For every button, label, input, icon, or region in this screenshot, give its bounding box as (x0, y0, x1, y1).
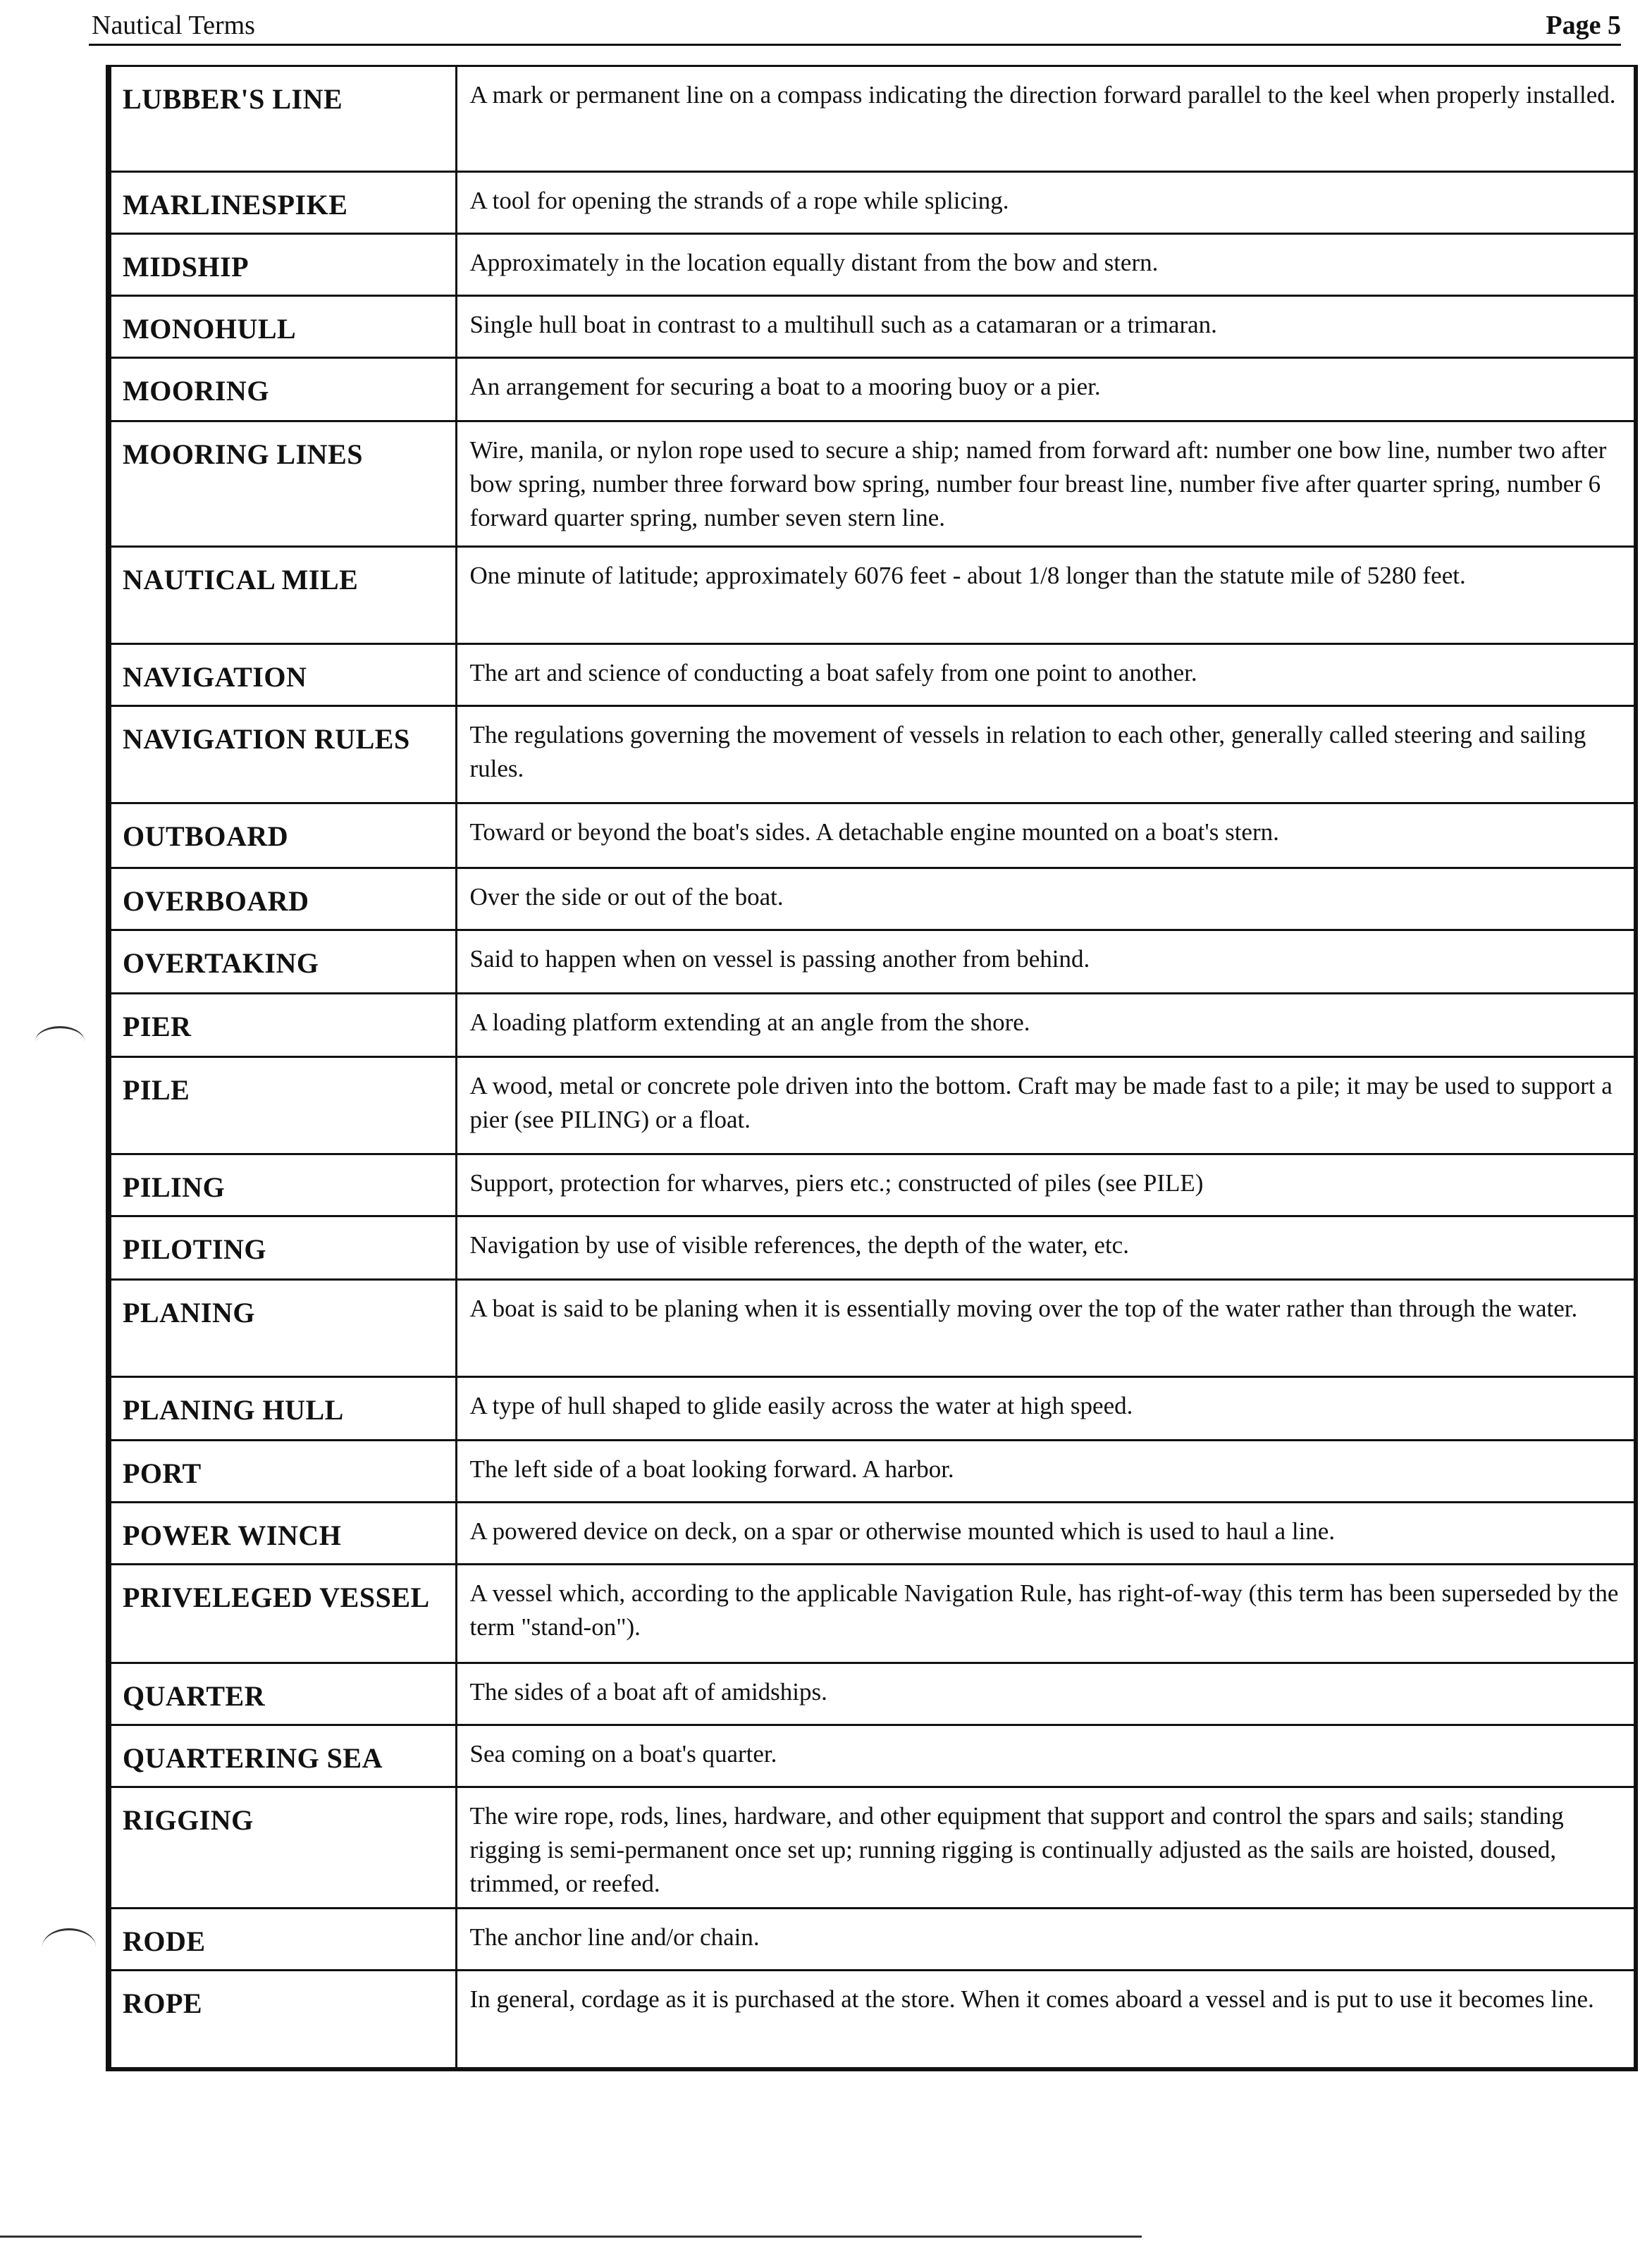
glossary-definition: An arrangement for securing a boat to a mooring buoy or a pier. (456, 358, 1636, 421)
glossary-term: PRIVELEGED VESSEL (109, 1565, 456, 1663)
glossary-term: ROPE (109, 1971, 456, 2069)
glossary-definition: Navigation by use of visible references, the depth of the water, etc. (456, 1216, 1636, 1280)
glossary-row (109, 930, 1636, 994)
glossary-definition: One minute of latitude; approximately 6076 feet - about 1/8 longer than the statute mile of 5280 feet. (456, 547, 1636, 644)
glossary-term: MONOHULL (109, 296, 456, 358)
glossary-definition: A type of hull shaped to glide easily across the water at high speed. (456, 1377, 1636, 1441)
glossary-term: PILOTING (109, 1216, 456, 1280)
glossary-term: PLANING (109, 1280, 456, 1377)
glossary-term: MIDSHIP (109, 234, 456, 296)
glossary-term: LUBBER'S LINE (109, 66, 456, 172)
glossary-row (109, 358, 1636, 421)
glossary-term: OUTBOARD (109, 803, 456, 868)
glossary-term: PORT (109, 1441, 456, 1503)
glossary-row (109, 1441, 1636, 1503)
glossary-definition: Single hull boat in contrast to a multihull such as a catamaran or a trimaran. (456, 296, 1636, 358)
glossary-row (109, 172, 1636, 234)
glossary-term: NAVIGATION (109, 644, 456, 706)
glossary-row (109, 1663, 1636, 1725)
glossary-term: MARLINESPIKE (109, 172, 456, 234)
glossary-row (109, 644, 1636, 706)
glossary-definition: The regulations governing the movement of vessels in relation to each other, generally called steering and sailing rules. (456, 706, 1636, 803)
glossary-term: NAUTICAL MILE (109, 547, 456, 644)
glossary-definition: A vessel which, according to the applicable Navigation Rule, has right-of-way (this term has been superseded by the term "stand-on"). (456, 1565, 1636, 1663)
glossary-row (109, 1565, 1636, 1663)
glossary-definition: A wood, metal or concrete pole driven into the bottom. Craft may be made fast to a pile; it may be used to support a pier (see PILING) or a float. (456, 1057, 1636, 1154)
glossary-row (109, 234, 1636, 296)
glossary-row (109, 1503, 1636, 1565)
glossary-term: PLANING HULL (109, 1377, 456, 1441)
glossary-term: MOORING (109, 358, 456, 421)
glossary-term: RIGGING (109, 1787, 456, 1909)
glossary-row (109, 994, 1636, 1057)
glossary-term: PIER (109, 994, 456, 1057)
glossary-definition: The anchor line and/or chain. (456, 1909, 1636, 1971)
glossary-definition: Said to happen when on vessel is passing another from behind. (456, 930, 1636, 994)
glossary-definition: Approximately in the location equally distant from the bow and stern. (456, 234, 1636, 296)
glossary-definition: A loading platform extending at an angle from the shore. (456, 994, 1636, 1057)
glossary-row (109, 1725, 1636, 1787)
glossary-definition: Wire, manila, or nylon rope used to secure a ship; named from forward aft: number one bow line, number two after bow spring, number three forward bow spring, number four breast line, number five after quarter spring, number 6 forward quarter spring, number seven stern line. (456, 421, 1636, 547)
glossary-row (109, 66, 1636, 172)
margin-mark (42, 1928, 96, 1966)
glossary-row (109, 1216, 1636, 1280)
glossary-definition: A powered device on deck, on a spar or otherwise mounted which is used to haul a line. (456, 1503, 1636, 1565)
glossary-definition: Sea coming on a boat's quarter. (456, 1725, 1636, 1787)
page-number: Page 5 (1546, 11, 1621, 40)
glossary-row (109, 1057, 1636, 1154)
glossary-row (109, 1154, 1636, 1216)
glossary-row (109, 1377, 1636, 1441)
glossary-term: QUARTERING SEA (109, 1725, 456, 1787)
glossary-row (109, 1787, 1636, 1909)
glossary-term: PILING (109, 1154, 456, 1216)
footer-rule (0, 2236, 1142, 2238)
glossary-term: OVERBOARD (109, 868, 456, 930)
glossary-term: POWER WINCH (109, 1503, 456, 1565)
glossary-term: MOORING LINES (109, 421, 456, 547)
glossary-definition: A mark or permanent line on a compass indicating the direction forward parallel to the keel when properly installed. (456, 66, 1636, 172)
glossary-term: RODE (109, 1909, 456, 1971)
glossary-definition: A boat is said to be planing when it is essentially moving over the top of the water rather than through the water. (456, 1280, 1636, 1377)
document-title: Nautical Terms (92, 11, 255, 40)
page-header (89, 8, 1621, 46)
glossary-row (109, 1971, 1636, 2069)
glossary-definition: The sides of a boat aft of amidships. (456, 1663, 1636, 1725)
glossary-definition: The art and science of conducting a boat safely from one point to another. (456, 644, 1636, 706)
glossary-row (109, 296, 1636, 358)
glossary-definition: Toward or beyond the boat's sides. A detachable engine mounted on a boat's stern. (456, 803, 1636, 868)
glossary-definition: The left side of a boat looking forward. A harbor. (456, 1441, 1636, 1503)
glossary-row (109, 1280, 1636, 1377)
glossary-row (109, 706, 1636, 803)
glossary-term: PILE (109, 1057, 456, 1154)
glossary-row (109, 803, 1636, 868)
glossary-definition: Support, protection for wharves, piers etc.; constructed of piles (see PILE) (456, 1154, 1636, 1216)
margin-mark (35, 1026, 85, 1056)
glossary-definition: A tool for opening the strands of a rope while splicing. (456, 172, 1636, 234)
glossary-term: QUARTER (109, 1663, 456, 1725)
glossary-term: OVERTAKING (109, 930, 456, 994)
glossary-table (106, 65, 1638, 2071)
glossary-definition: Over the side or out of the boat. (456, 868, 1636, 930)
glossary-row (109, 421, 1636, 547)
glossary-row (109, 547, 1636, 644)
glossary-definition: In general, cordage as it is purchased at the store. When it comes aboard a vessel and is put to use it becomes line. (456, 1971, 1636, 2069)
glossary-definition: The wire rope, rods, lines, hardware, and other equipment that support and control the spars and sails; standing rigging is semi-permanent once set up; running rigging is continually adjusted as the sails are hoisted, doused, trimmed, or reefed. (456, 1787, 1636, 1909)
glossary-row (109, 1909, 1636, 1971)
glossary-term: NAVIGATION RULES (109, 706, 456, 803)
glossary-row (109, 868, 1636, 930)
